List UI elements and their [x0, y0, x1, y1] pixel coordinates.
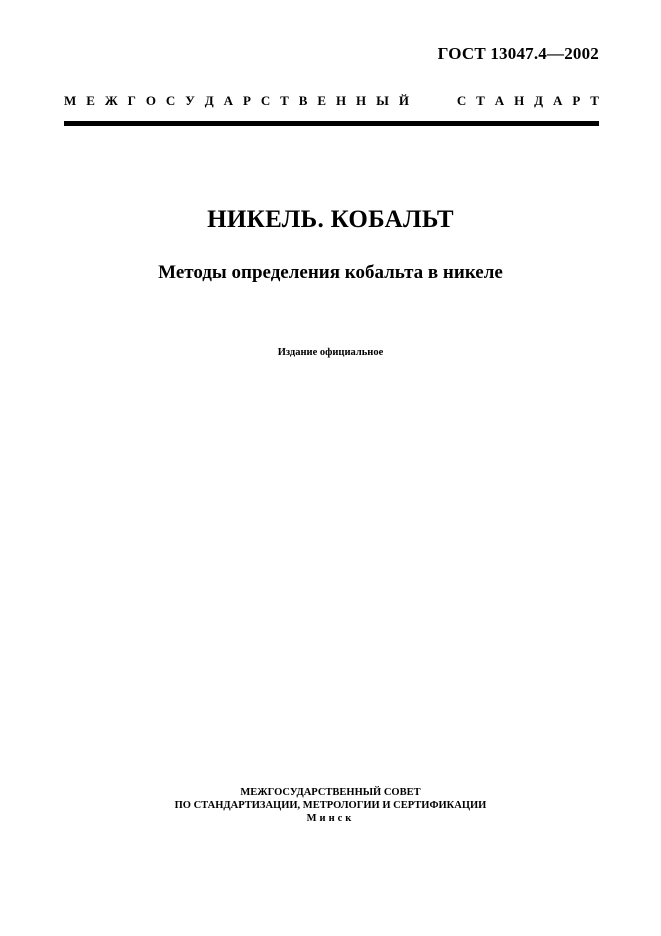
banner-letter: С [456, 93, 467, 108]
banner-letter: О [145, 93, 156, 108]
banner-letter: Д [534, 93, 544, 108]
banner-letter: С [260, 93, 271, 108]
header-rule [64, 121, 599, 126]
standard-banner [64, 93, 599, 109]
banner-letter: Т [280, 93, 289, 108]
banner-letter: Н [356, 93, 367, 108]
banner-letter: Д [204, 93, 214, 108]
banner-letter: А [223, 93, 233, 108]
banner-letter: Р [572, 93, 581, 108]
banner-letter: Ж [104, 93, 118, 108]
subtitle: Методы определения кобальта в никеле [158, 262, 503, 283]
banner-letter: А [553, 93, 563, 108]
banner-letter: В [298, 93, 308, 108]
edition-note: Издание официальное [277, 347, 384, 358]
banner-letter: Н [335, 93, 347, 108]
banner-letter: Т [476, 93, 485, 108]
publisher-city: Минск [306, 813, 355, 824]
banner-word-gap [419, 93, 447, 109]
banner-letter: Р [242, 93, 251, 108]
banner-letter: У [185, 93, 195, 108]
banner-letter: Ы [376, 93, 389, 108]
banner-letter: М [64, 93, 77, 108]
banner-letter: Г [127, 93, 136, 108]
banner-letter: Й [398, 93, 409, 108]
publisher-line-1: МЕЖГОСУДАРСТВЕННЫЙ СОВЕТ [240, 787, 421, 798]
banner-letter: Т [590, 93, 599, 108]
banner-letter: Е [86, 93, 95, 108]
banner-letter: Н [514, 93, 525, 108]
publisher-block [0, 786, 661, 825]
banner-letter: С [165, 93, 176, 108]
publisher-line-2: ПО СТАНДАРТИЗАЦИИ, МЕТРОЛОГИИ И СЕРТИФИКАЦИИ [174, 800, 487, 811]
banner-letter: Е [317, 93, 327, 108]
document-code: ГОСТ 13047.4—2002 [437, 44, 599, 63]
banner-letter: А [494, 93, 505, 108]
main-title: НИКЕЛЬ. КОБАЛЬТ [207, 206, 454, 233]
